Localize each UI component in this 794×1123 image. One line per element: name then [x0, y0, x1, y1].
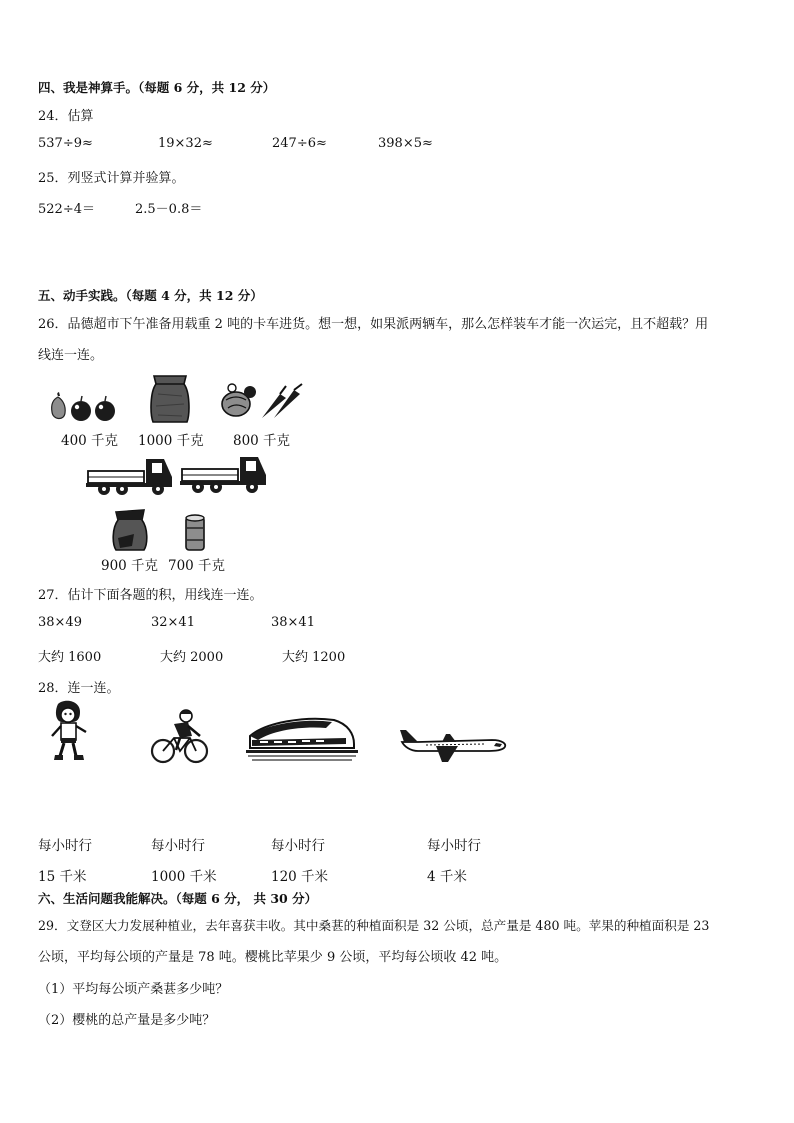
- question-27-title: 27．估计下面各题的积，用线连一连。: [38, 588, 263, 603]
- section-heading-4: 四、我是神算手。（每题 6 分，共 12 分）: [38, 80, 276, 95]
- speed-value: 120 千米: [271, 869, 329, 885]
- question-26-text: 26．品德超市下午准备用载重 2 吨的卡车进货。想一想，如果派两辆车，那么怎样装车才能一次运完，且不超载？用: [38, 317, 709, 332]
- goods-weight-label: 700 千克: [168, 558, 226, 574]
- question-29-text-cont: 公顷，平均每公顷的产量是 78 吨。樱桃比苹果少 9 公顷，平均每公顷收 42 吨。: [38, 950, 508, 965]
- barrel-icon: [184, 514, 206, 552]
- child-walking-icon: [46, 700, 92, 762]
- estimate-item: 19×32≈: [158, 136, 213, 151]
- sack-icon: [148, 374, 192, 424]
- calc-item: 2.5－0.8＝: [135, 202, 203, 217]
- question-29-text: 29．文登区大力发展种植业，去年喜获丰收。其中桑葚的种植面积是 32 公顷，总产量是 480 吨。苹果的种植面积是 23: [38, 918, 710, 933]
- product-estimate: 大约 2000: [160, 650, 224, 665]
- goods-weight-label: 900 千克: [101, 558, 159, 574]
- estimate-item: 398×5≈: [378, 136, 433, 151]
- product-expression: 38×41: [271, 615, 315, 630]
- question-28-title: 28．连一连。: [38, 681, 120, 696]
- product-expression: 32×41: [151, 615, 195, 630]
- bag-icon: [108, 508, 152, 552]
- calc-item: 522÷4＝: [38, 202, 95, 217]
- cyclist-icon: [150, 708, 210, 766]
- question-25-title: 25．列竖式计算并验算。: [38, 171, 185, 186]
- section-heading-5: 五、动手实践。（每题 4 分，共 12 分）: [38, 288, 263, 303]
- truck-icon: [180, 453, 268, 495]
- subquestion-1: （1）平均每公顷产桑葚多少吨？: [38, 982, 229, 997]
- speed-value: 4 千米: [427, 869, 467, 885]
- fruit-icon: [48, 392, 120, 424]
- question-26-text-cont: 线连一连。: [38, 348, 104, 363]
- speed-label: 每小时行: [271, 838, 325, 854]
- question-24-title: 24．估算: [38, 109, 94, 124]
- product-estimate: 大约 1200: [282, 650, 346, 665]
- subquestion-2: （2）樱桃的总产量是多少吨？: [38, 1013, 216, 1028]
- goods-weight-label: 1000 千克: [138, 433, 204, 449]
- goods-weight-label: 400 千克: [61, 433, 119, 449]
- speed-label: 每小时行: [38, 838, 92, 854]
- speed-label: 每小时行: [151, 838, 205, 854]
- train-icon: [246, 714, 358, 764]
- product-expression: 38×49: [38, 615, 82, 630]
- speed-value: 15 千米: [38, 869, 87, 885]
- airplane-icon: [396, 724, 510, 764]
- speed-label: 每小时行: [427, 838, 481, 854]
- estimate-item: 537÷9≈: [38, 136, 93, 151]
- product-estimate: 大约 1600: [38, 650, 102, 665]
- estimate-item: 247÷6≈: [272, 136, 327, 151]
- section-heading-6: 六、生活问题我能解决。（每题 6 分， 共 30 分）: [38, 891, 318, 906]
- truck-icon: [86, 455, 174, 497]
- speed-value: 1000 千米: [151, 869, 217, 885]
- goods-weight-label: 800 千克: [233, 433, 291, 449]
- vegetables-icon: [220, 382, 304, 422]
